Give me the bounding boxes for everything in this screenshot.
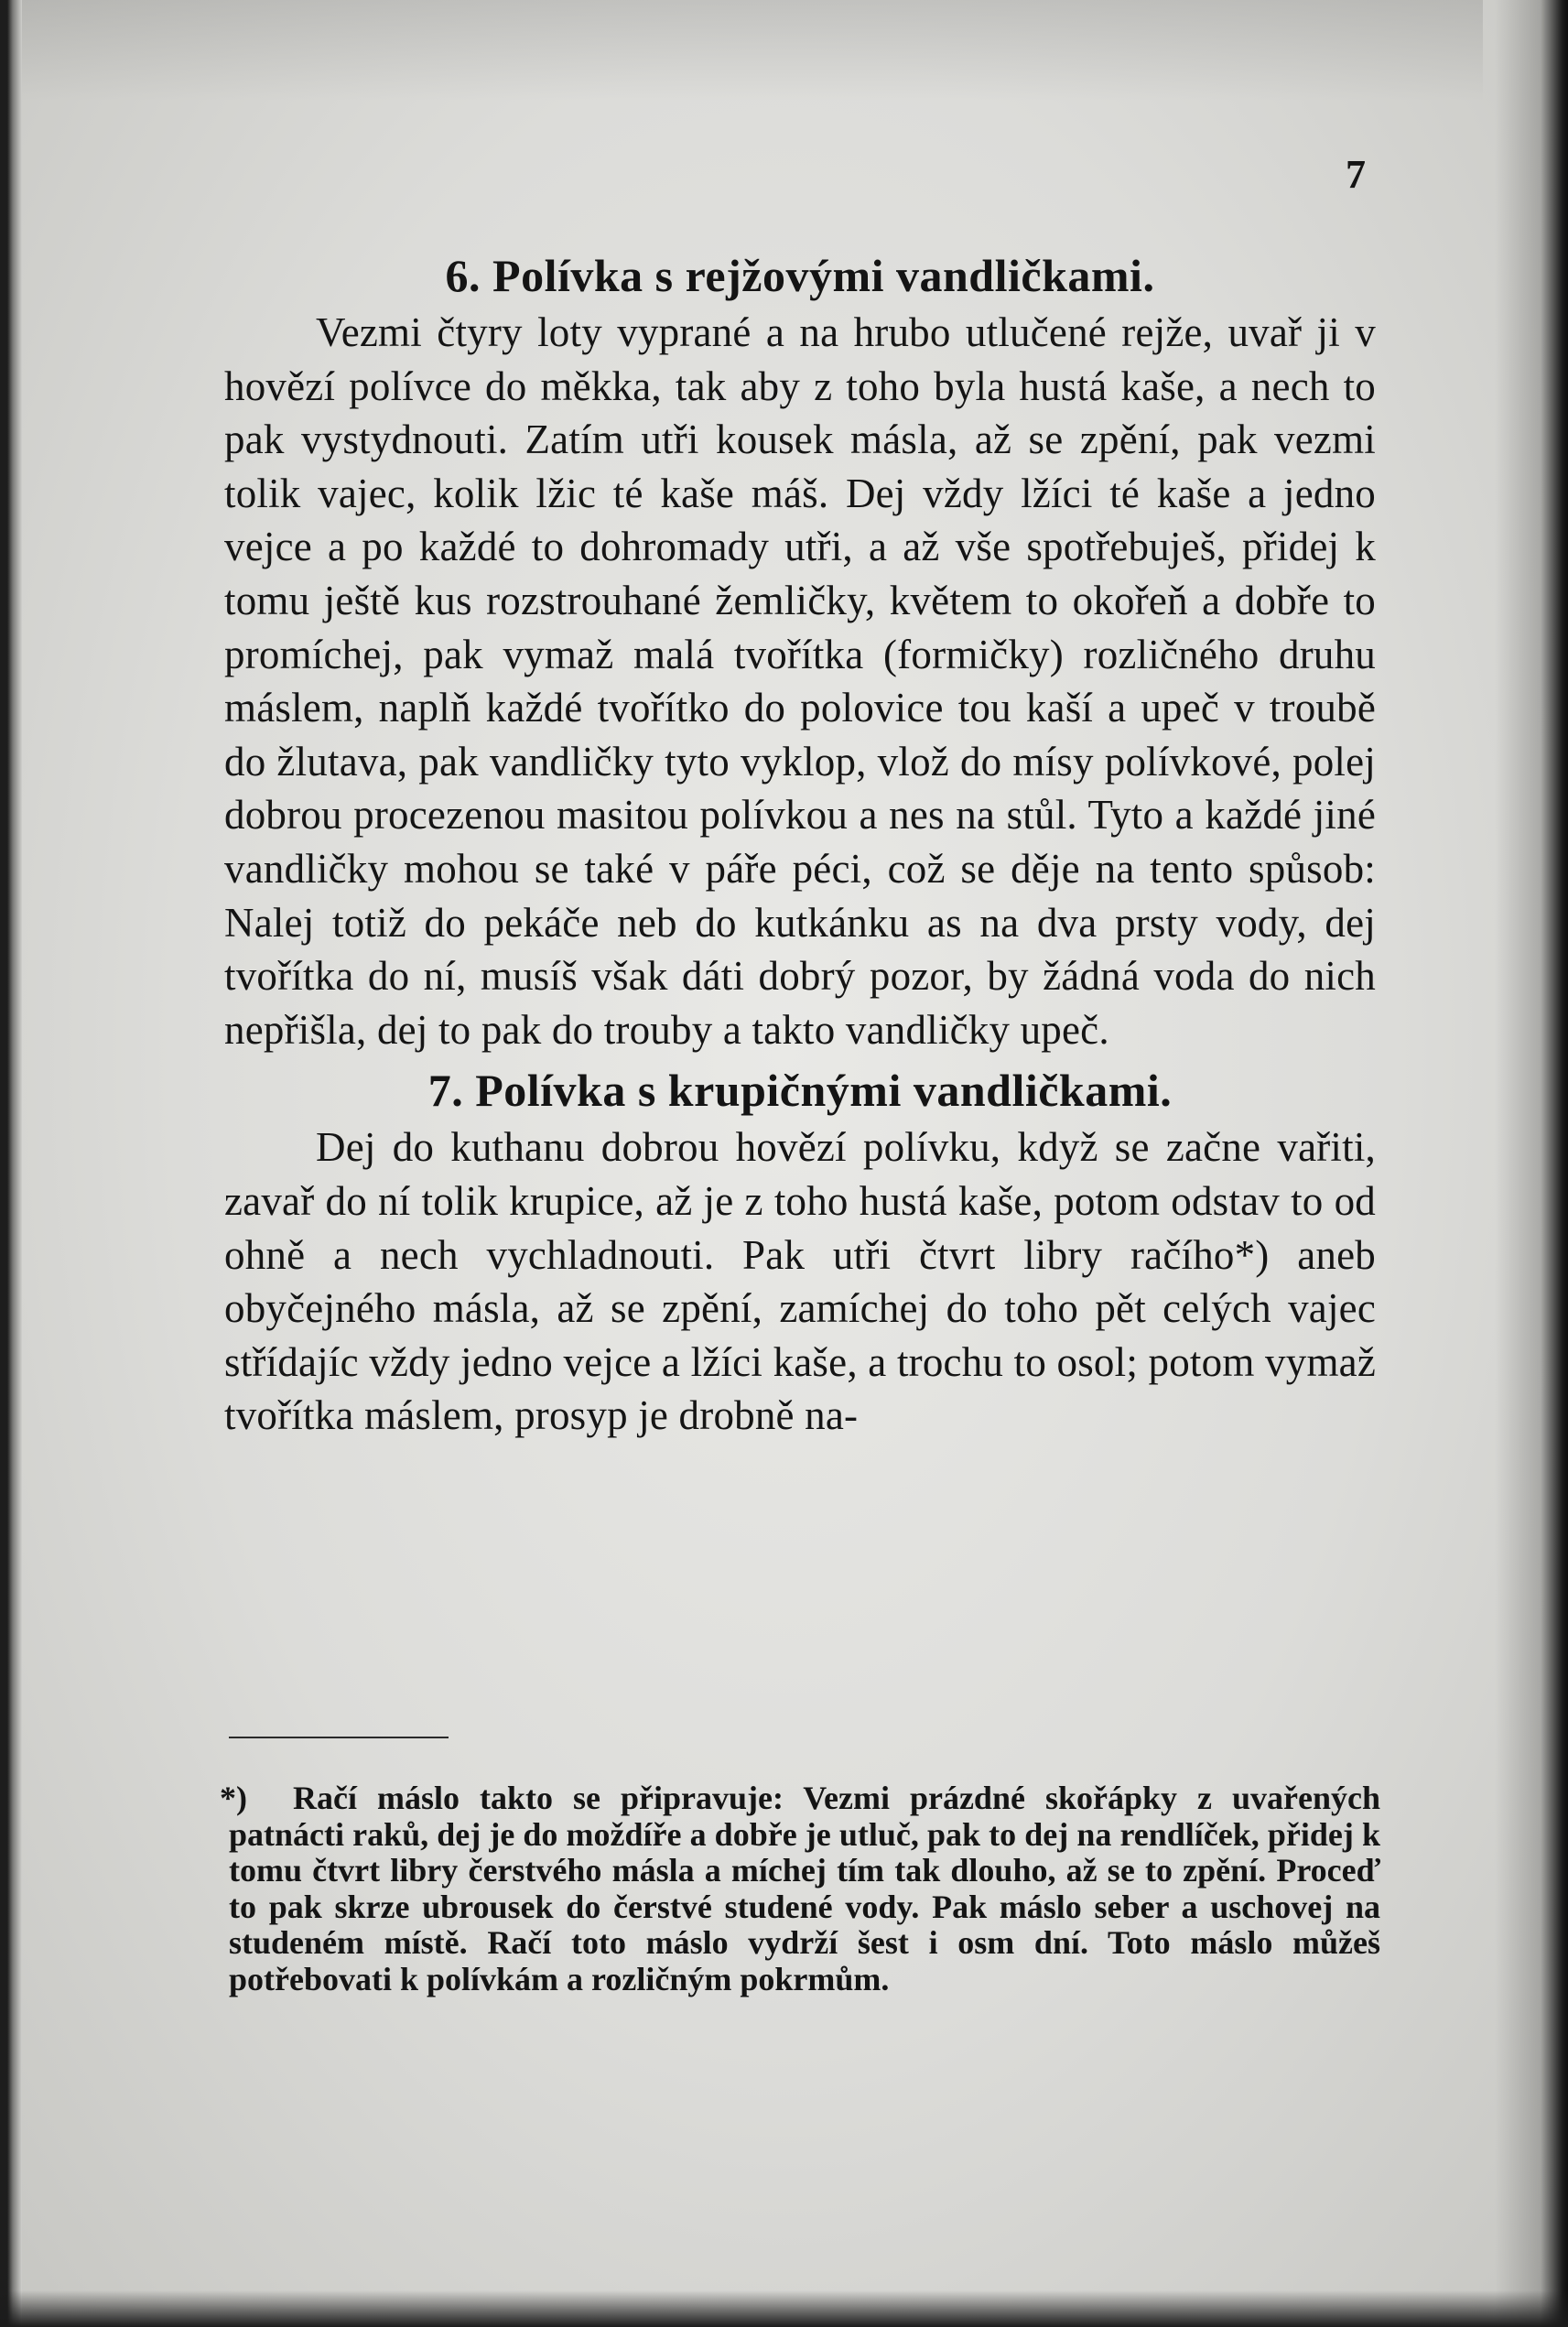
recipe-heading: 7. Polívka s krupičnými vandličkami. bbox=[427, 1065, 1173, 1117]
recipe-heading: 6. Polívka s rejžovými vandličkami. bbox=[445, 250, 1155, 301]
scan-top-shading bbox=[18, 0, 1483, 101]
footnote-divider bbox=[229, 1737, 449, 1738]
scan-left-edge bbox=[0, 0, 22, 2327]
recipe-paragraph: Vezmi čtyry loty vyprané a na hrubo utlučené rejže, uvař ji v hovězí polívce do měkka, tak aby z toho byla hustá kaše, a nech to pak vystydnouti. Zatím utři kousek másla, až se zpění, pak vezmi tolik vajec, kolik lžic té kaše máš. Dej vždy lžíci té kaše a jedno vejce a po každé to dohromady utři, a až vše spotřebuješ, přidej k tomu ještě kus rozstrouhané žemličky, květem to okořeň a dobře to promíchej, pak vymaž malá tvořítka (formičky) rozličného druhu máslem, naplň každé tvořítko do polovice tou kaší a upeč v troubě do žlutava, pak vandličky tyto vyklop, vlož do mísy polívkové, polej dobrou procezenou masitou polívkou a nes na stůl. Tyto a každé jiné vandličky mohou se také v páře péci, což se děje na tento spůsob: Nalej totiž do pekáče neb do kutkánku as na dva prsty vody, dej tvořítka do ní, musíš však dáti dobrý pozor, by žádná voda do nich nepřišla, dej to pak do trouby a takto vandličky upeč. bbox=[224, 309, 1376, 1053]
recipe-paragraph: Dej do kuthanu dobrou hovězí polívku, když se začne vařiti, zavař do ní tolik krupice, až je z toho hustá kaše, potom odstav to od ohně a nech vychladnouti. Pak utři čtvrt libry račího*) aneb obyčejného másla, až se zpění, zamíchej do toho pět celých vajec střídajíc vždy jedno vejce a lžíci kaše, a trochu to osol; potom vymaž tvořítka máslem, prosyp je drobně na- bbox=[224, 1124, 1376, 1439]
scan-bottom-edge bbox=[0, 2290, 1568, 2327]
footnote bbox=[220, 1780, 1380, 1997]
footnote-text: Račí máslo takto se připravuje: Vezmi prázdné skořápky z uvařených patnácti raků, dej je do moždíře a dobře je utluč, pak to dej na rendlíček, přidej k tomu čtvrt libry čerstvého másla a míchej tím tak dlouho, až se to zpění. Proceď to pak skrze ubrousek do čerstvé studené vody. Pak máslo seber a uschovej na studeném místě. Račí toto máslo vydrží šest i osm dní. Toto máslo můžeš potřebovati k polívkám a rozličným pokrmům. bbox=[229, 1780, 1380, 1997]
scan-right-edge bbox=[1495, 0, 1568, 2327]
footnote-marker: *) bbox=[220, 1780, 247, 1816]
main-text bbox=[224, 245, 1376, 1443]
page-number: 7 bbox=[1346, 152, 1366, 197]
